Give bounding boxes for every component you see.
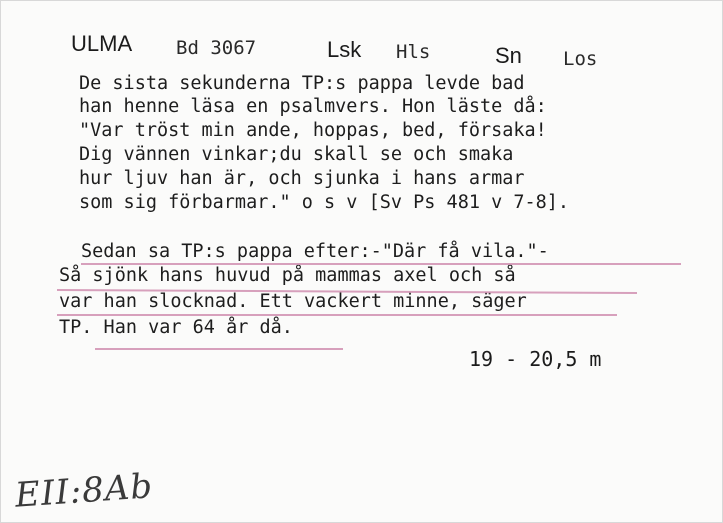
landskap-value: Hls [396,41,431,63]
highlight-underline [95,348,343,350]
highlight-underline [57,314,617,316]
highlight-underline [81,263,681,265]
text-line: som sig förbarmar." o s v [Sv Ps 481 v 7-8]. [79,192,570,213]
text-line: var han slocknad. Ett vackert minne, säger [59,291,527,312]
text-line: Sedan sa TP:s pappa efter:-"Där få vila."- [81,241,549,262]
archive-code: ULMA [71,31,133,56]
text-line: "Var tröst min ande, hoppas, bed, försaka! [79,120,547,141]
text-line: Så sjönk hans huvud på mammas axel och så [59,265,516,286]
text-line: De sista sekunderna TP:s pappa levde bad [79,73,525,94]
text-line: hur ljuv han är, och sjunka i hans armar [79,168,525,189]
handwritten-signum: EII:8Ab [13,466,155,516]
landskap-label: Lsk [327,37,362,62]
socken-value: Los [563,48,598,70]
record-number: Bd 3067 [176,37,257,59]
measurement: 19 - 20,5 m [469,347,602,371]
text-line: TP. Han var 64 år då. [59,317,293,338]
socken-label: Sn [495,43,522,68]
text-line: han henne läsa en psalmvers. Hon läste då: [79,96,547,117]
text-line: Dig vännen vinkar;du skall se och smaka [79,144,514,165]
